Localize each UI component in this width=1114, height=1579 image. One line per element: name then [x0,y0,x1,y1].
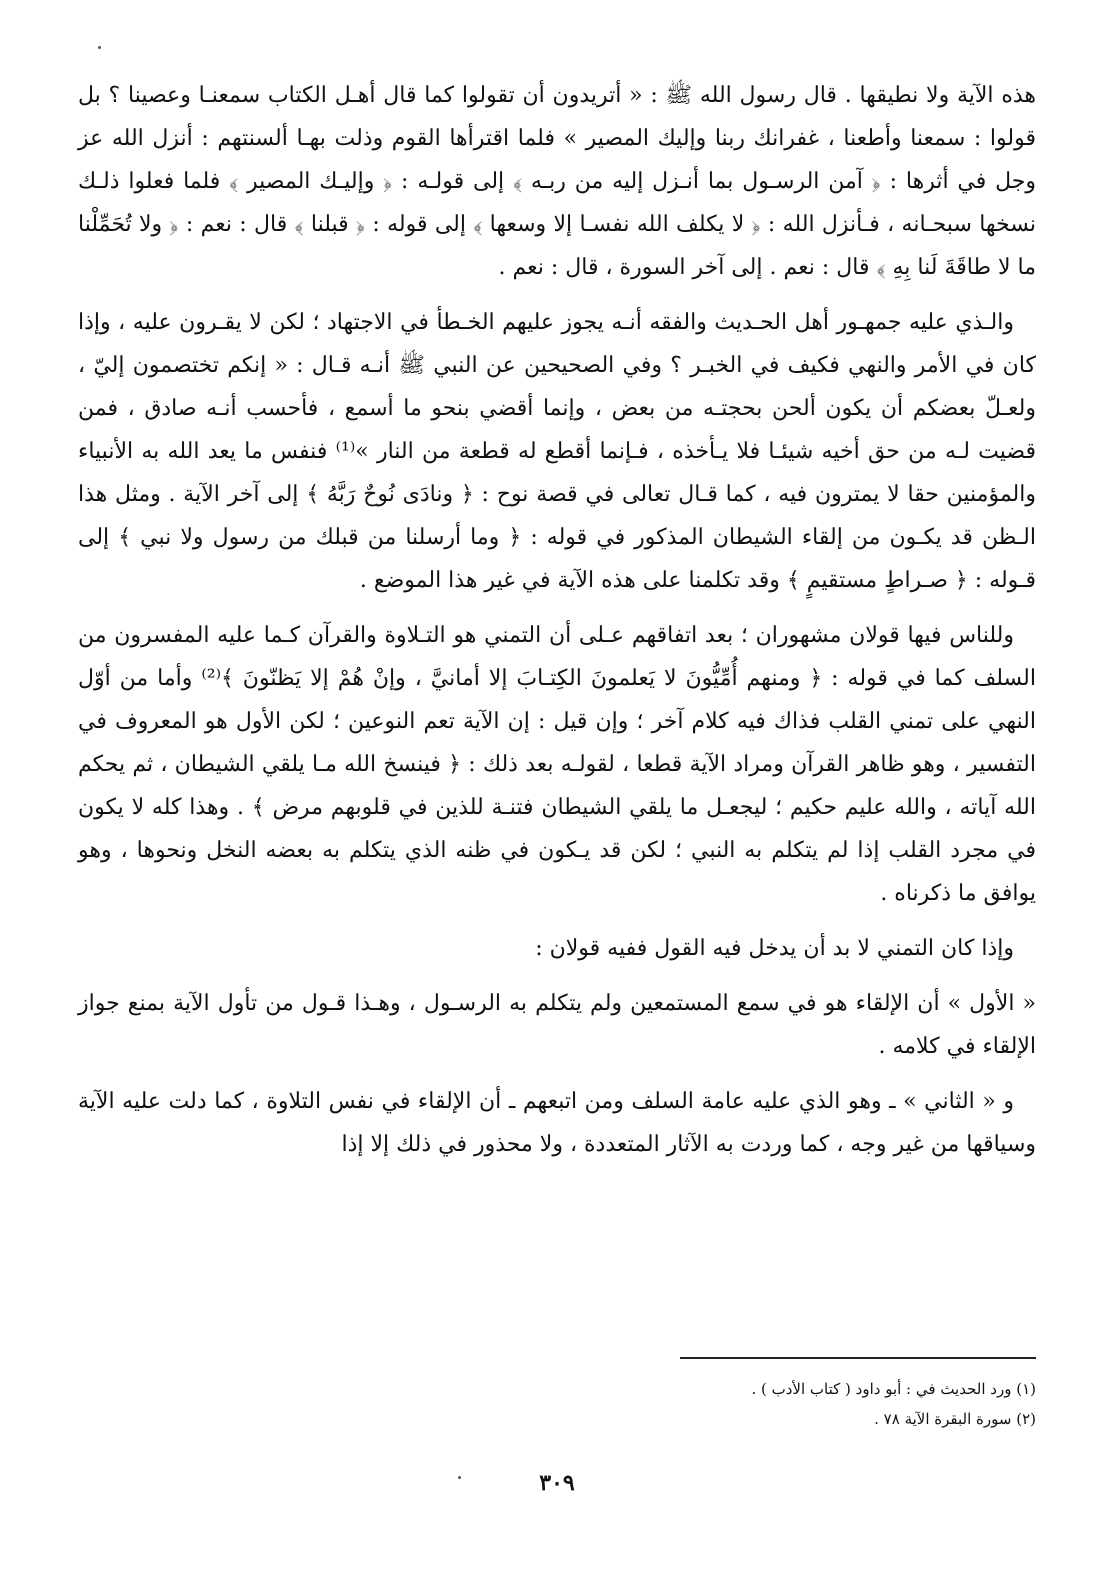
footnote-2: (٢) سورة البقرة الآية ٧٨ . [874,1410,1036,1428]
paragraph-5: « الأول » أن الإلقاء هو في سمع المستمعين ولم يتكلم به الرسـول ، وهـذا قـول من تأول الآية بمنع جواز الإلقاء في كلامه . [78,991,1036,1059]
footnote-1: (١) ورد الحديث في : أبو داود ( كتاب الأدب ) . [751,1380,1036,1398]
scan-speck [98,46,101,49]
paragraph-1: هذه الآية ولا نطيقها . قال رسول الله ﷺ : « أتريدون أن تقولوا كما قال أهـل الكتاب سمعنـا وعصينا ؟ بل قولوا : سمعنا وأطعنا ، غفرانك ربنا وإليك المصير » فلما اقترأها القوم وذلت بهـا ألسنتهم : أنزل الله عز وجل في أثرها : ﴿ آمن الرسـول بما أنـزل إليه من ربـه ﴾ إلى قولـه : ﴿ وإليـك المصير ﴾ فلما فعلوا ذلـك نسخها سبحـانه ، فـأنزل الله : ﴿ لا يكلف الله نفسـا إلا وسعها ﴾ إلى قوله : ﴿ قبلنا ﴾ قال : نعم : ﴿ ولا تُحَمِّلْنا ما لا طاقَةَ لَنا بِهِ ﴾ قال : نعم . إلى آخر السورة ، قال : نعم . [78,83,1037,280]
page-number: ٣٠٩ [539,1470,575,1496]
paragraph-2: والـذي عليه جمهـور أهل الحـديث والفقه أنـه يجوز عليهم الخـطأ في الاجتهاد ؛ لكن لا يقـرون عليه ، وإذا كان في الأمر والنهي فكيف في الخبـر ؟ وفي الصحيحين عن النبي ﷺ أنـه قـال : « إنكم تختصمون إليّ ، ولعـلّ بعضكم أن يكون ألحن بحجتـه من بعض ، وإنما أقضي بنحو ما أسمع ، فأحسب أنـه صادق ، فمن قضيت لـه من حق أخيه شيئـا فلا يـأخذه ، فـإنما أقطع له قطعة من النار »⁽¹⁾ فنفس ما يعد الله به الأنبياء والمؤمنين حقا لا يمترون فيه ، كما قـال تعالى في قصة نوح : ﴿ ونادَى نُوحٌ رَبَّهُ ﴾ إلى آخر الآية . ومثل هذا الـظن قد يكـون من إلقاء الشيطان المذكور في قوله : ﴿ وما أرسلنا من قبلك من رسول ولا نبي ﴾ إلى قـوله : ﴿ صـراطٍ مستقيمٍ ﴾ وقد تكلمنا على هذه الآية في غير هذا الموضع . [78,310,1036,593]
paragraph-4: وإذا كان التمني لا بد أن يدخل فيه القول ففيه قولان : [535,936,1014,961]
paragraph-6: و « الثاني » ـ وهو الذي عليه عامة السلف ومن اتبعهم ـ أن الإلقاء في نفس التلاوة ، كما دلت عليه الآية وسياقها من غير وجه ، كما وردت به الآثار المتعددة ، ولا محذور في ذلك إلا إذا [78,1089,1036,1157]
main-text [78,74,1036,1178]
footnotes [78,1374,1036,1434]
paragraph-3: وللناس فيها قولان مشهوران ؛ بعد اتفاقهم عـلى أن التمني هو التـلاوة والقرآن كـما عليه المفسرون من السلف كما في قوله : ﴿ ومنهم أُمِّيُّونَ لا يَعلمونَ الكِتـابَ إلا أمانيَّ ، وإنْ هُمْ إلا يَظنّونَ ﴾⁽²⁾ وأما من أوّل النهي على تمني القلب فذاك فيه كلام آخر ؛ وإن قيل : إن الآية تعم النوعين ؛ لكن الأول هو المعروف في التفسير ، وهو ظاهر القرآن ومراد الآية قطعا ، لقولـه بعد ذلك : ﴿ فينسخ الله مـا يلقي الشيطان ، ثم يحكم الله آياته ، والله عليم حكيم ؛ ليجعـل ما يلقي الشيطان فتنـة للذين في قلوبهم مرض ﴾ . وهذا كله لا يكون في مجرد القلب إذا لم يتكلم به النبي ؛ لكن قد يـكون في ظنه الذي يتكلم به بعضه النخل ونحوها ، وهو يوافق ما ذكرناه . [78,623,1036,906]
footnote-divider [680,1357,1036,1359]
